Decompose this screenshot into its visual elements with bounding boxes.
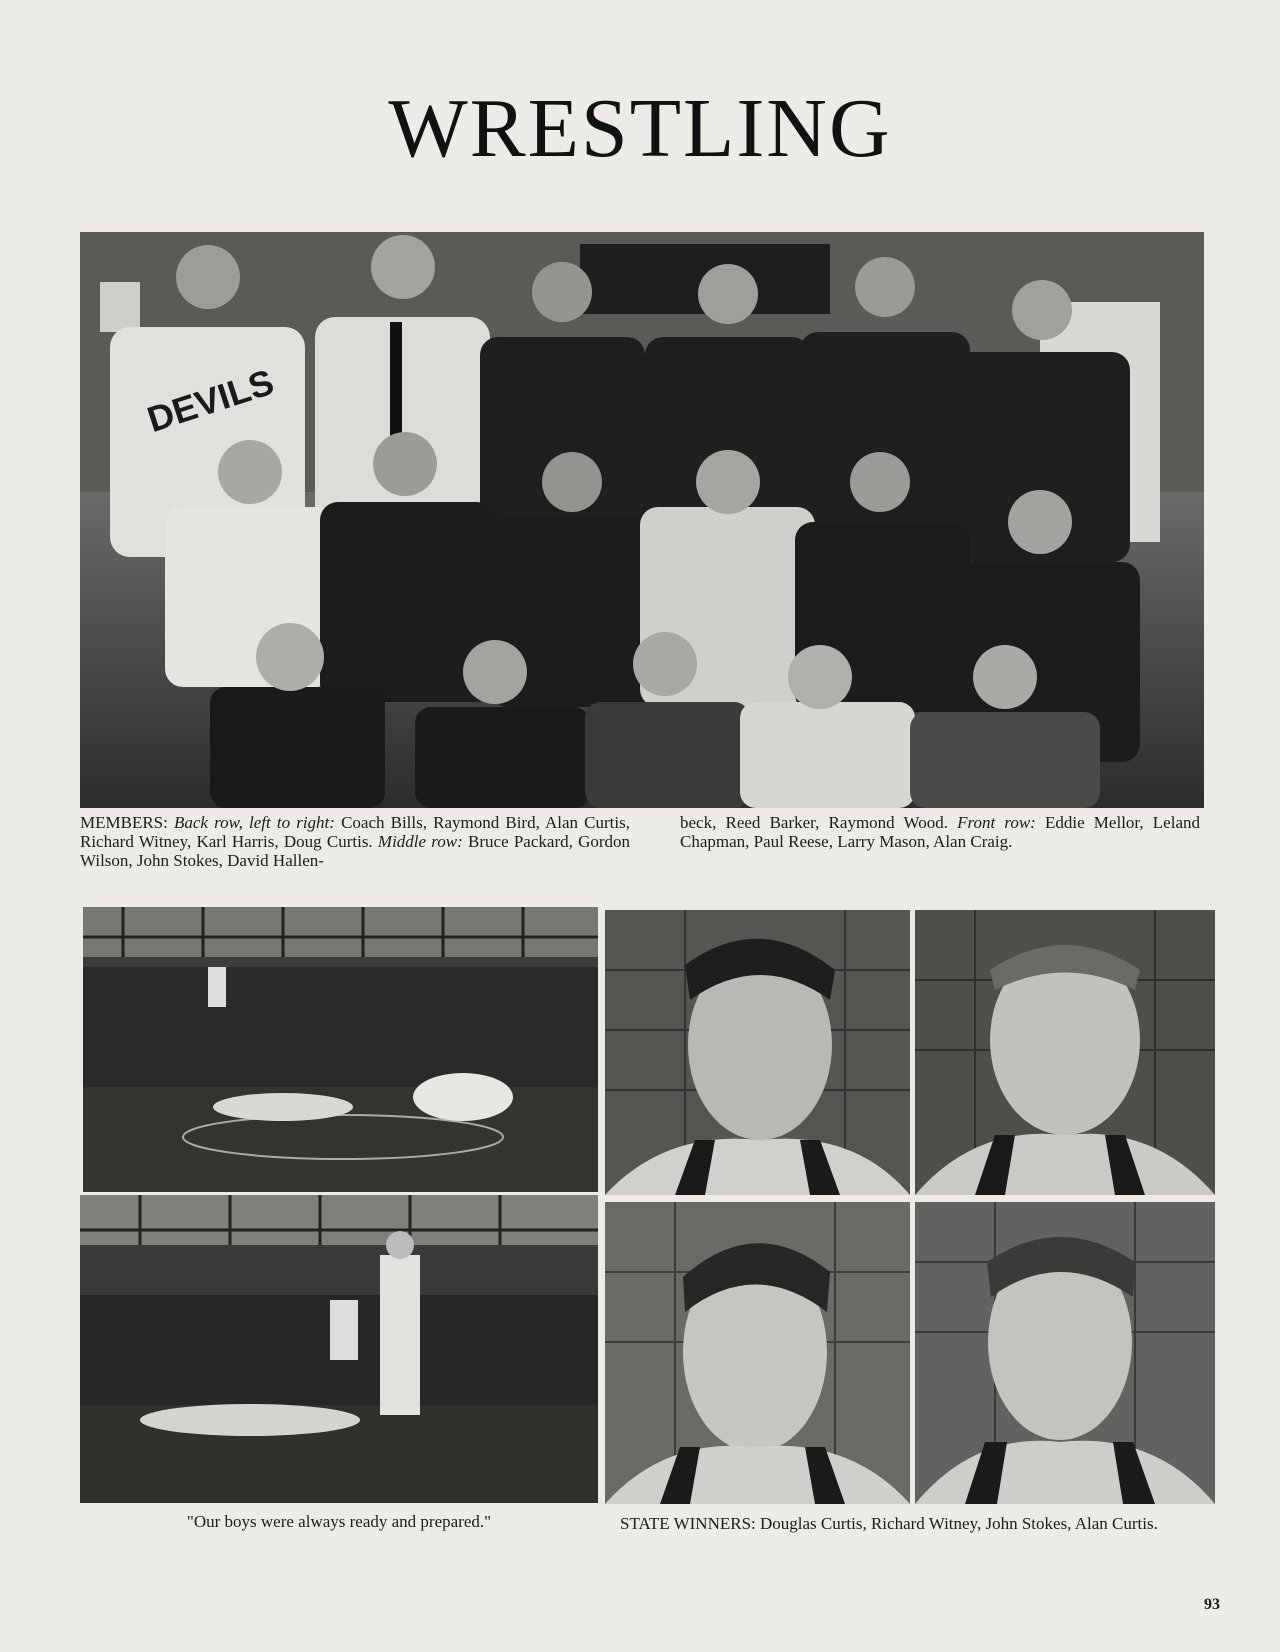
portrait-richard-witney — [915, 910, 1215, 1195]
action-caption-text: "Our boys were always ready and prepared." — [186, 1512, 492, 1531]
state-winners-caption — [620, 1514, 1205, 1533]
match-photo-2 — [80, 1195, 598, 1503]
middle-row-label: Middle row: — [377, 832, 463, 851]
portrait-john-stokes — [605, 1202, 910, 1504]
team-photo — [80, 232, 1204, 808]
page-title: WRESTLING — [388, 82, 892, 175]
middle-row-names-part2: beck, Reed Barker, Raymond Wood. — [680, 813, 948, 832]
action-caption — [80, 1512, 598, 1531]
page-number: 93 — [1204, 1596, 1220, 1613]
match-photo-1 — [83, 907, 598, 1192]
portrait-alan-curtis — [915, 1202, 1215, 1504]
front-row-label: Front row: — [957, 813, 1036, 832]
middle-row-names-part1: Bruce Packard, Gordon Wilson, John Stokes, David Hallen- — [80, 832, 631, 870]
back-row-label: Back row, left to right: — [173, 813, 335, 832]
portrait-douglas-curtis — [605, 910, 910, 1195]
members-caption-right — [680, 813, 1200, 851]
state-winners-text: STATE WINNERS: Douglas Curtis, Richard Witney, John Stokes, Alan Curtis. — [620, 1514, 1158, 1533]
members-lead: MEMBERS: — [80, 813, 168, 832]
back-row-names: Coach Bills, Raymond Bird, Alan Curtis, Richard Witney, Karl Harris, Doug Curtis. — [80, 813, 630, 851]
front-row-names: Eddie Mellor, Leland Chapman, Paul Reese, Larry Mason, Alan Craig. — [680, 813, 1200, 851]
jacket-lettering: DEVILS — [142, 360, 279, 441]
members-caption-left — [80, 813, 630, 870]
